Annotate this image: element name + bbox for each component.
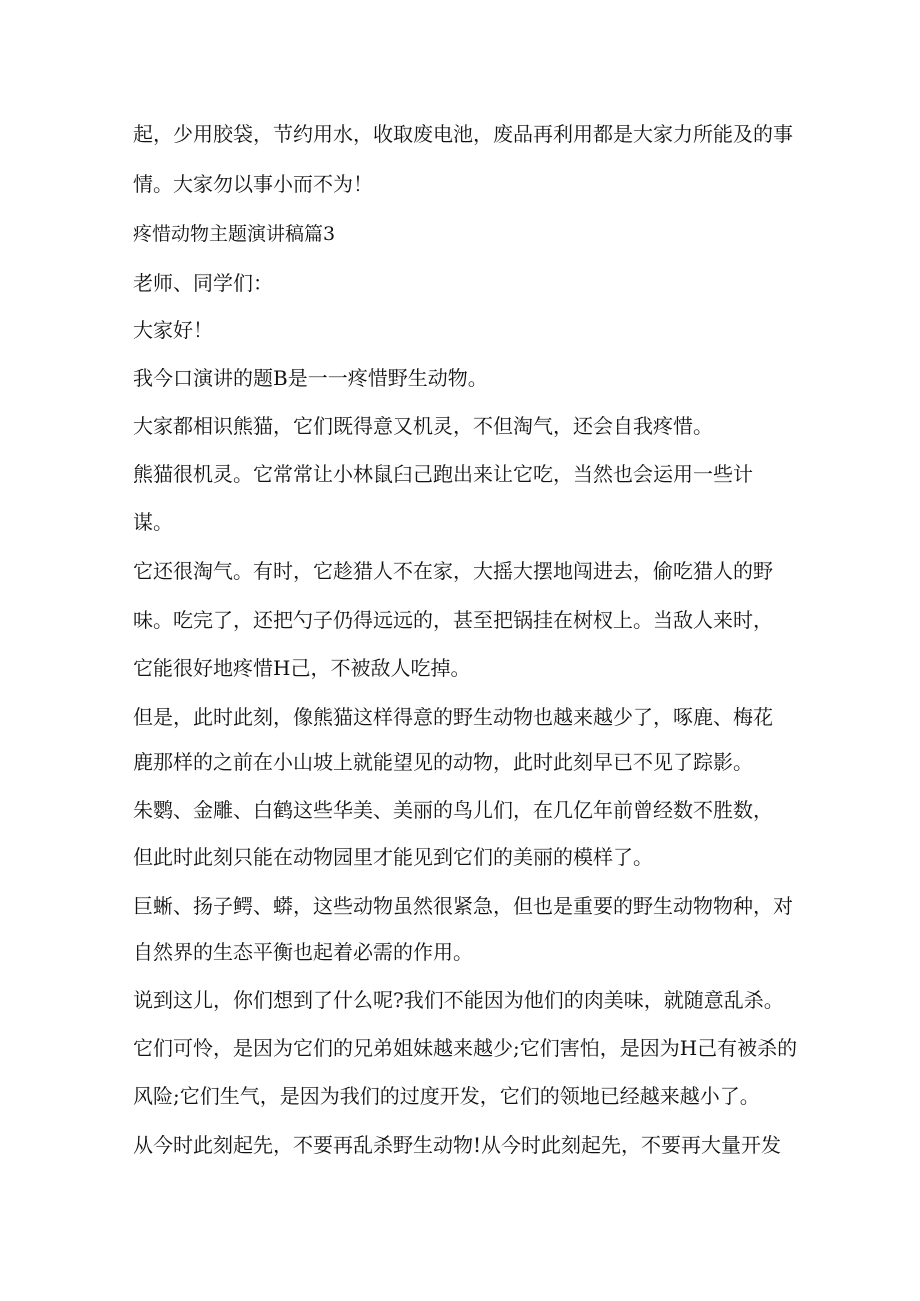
text-line: 鹿那样的之前在小山坡上就能望见的动物，此时此刻早已不见了踪影。 — [133, 750, 753, 774]
text-line: 但此时此刻只能在动物园里才能见到它们的美丽的模样了。 — [133, 845, 653, 869]
text-line: 它能很好地疼惜H己，不被敌人吃掉。 — [133, 656, 471, 680]
text-line: 巨蜥、扬子鳄、蟒，这些动物虽然很紧急，但也是重要的野生动物物种，对 — [133, 894, 793, 918]
text-line: 起，少用胶袋，节约用水，收取废电池，废品再利用都是大家力所能及的事 — [133, 122, 793, 146]
text-line: 老师、同学们： — [133, 271, 273, 295]
text-line: 它们可怜，是因为它们的兄弟姐妹越来越少;它们害怕，是因为H己有被杀的 — [133, 1036, 798, 1060]
text-line: 情。大家勿以事小而不为！ — [133, 172, 373, 196]
text-line: 味。吃完了，还把勺子仍得远远的，甚至把锅挂在树杈上。当敌人来时， — [133, 608, 773, 632]
text-line: 大家都相识熊猫，它们既得意又机灵，不但淘气，还会自我疼惜。 — [133, 414, 713, 438]
text-line: 但是，此时此刻，像熊猫这样得意的野生动物也越来越少了，啄鹿、梅花 — [133, 705, 773, 729]
text-line: 它还很淘气。有时，它趁猎人不在家，大摇大摆地闯进去，偷吃猎人的野 — [133, 559, 773, 583]
text-line: 从今时此刻起先，不要再乱杀野生动物!从今时此刻起先，不要再大量开发 — [133, 1133, 782, 1157]
text-line: 熊猫很机灵。它常常让小林鼠臼己跑出来让它吃，当然也会运用一些计 — [133, 462, 753, 486]
text-line: 自然界的生态平衡也起着必需的作用。 — [133, 940, 473, 964]
text-line: 朱鹦、金雕、白鹤这些华美、美丽的鸟儿们，在几亿年前曾经数不胜数， — [133, 798, 773, 822]
text-line: 谋。 — [133, 510, 173, 534]
text-line: 我今口演讲的题B是一一疼惜野生动物。 — [133, 366, 488, 390]
section-heading: 疼惜动物主题演讲稿篇3 — [133, 223, 336, 245]
text-line: 大家好！ — [133, 318, 213, 342]
text-line: 风险;它们生气，是因为我们的过度开发，它们的领地已经越来越小了。 — [133, 1084, 760, 1108]
text-line: 说到这儿，你们想到了什么呢?我们不能因为他们的肉美味，就随意乱杀。 — [133, 988, 784, 1012]
